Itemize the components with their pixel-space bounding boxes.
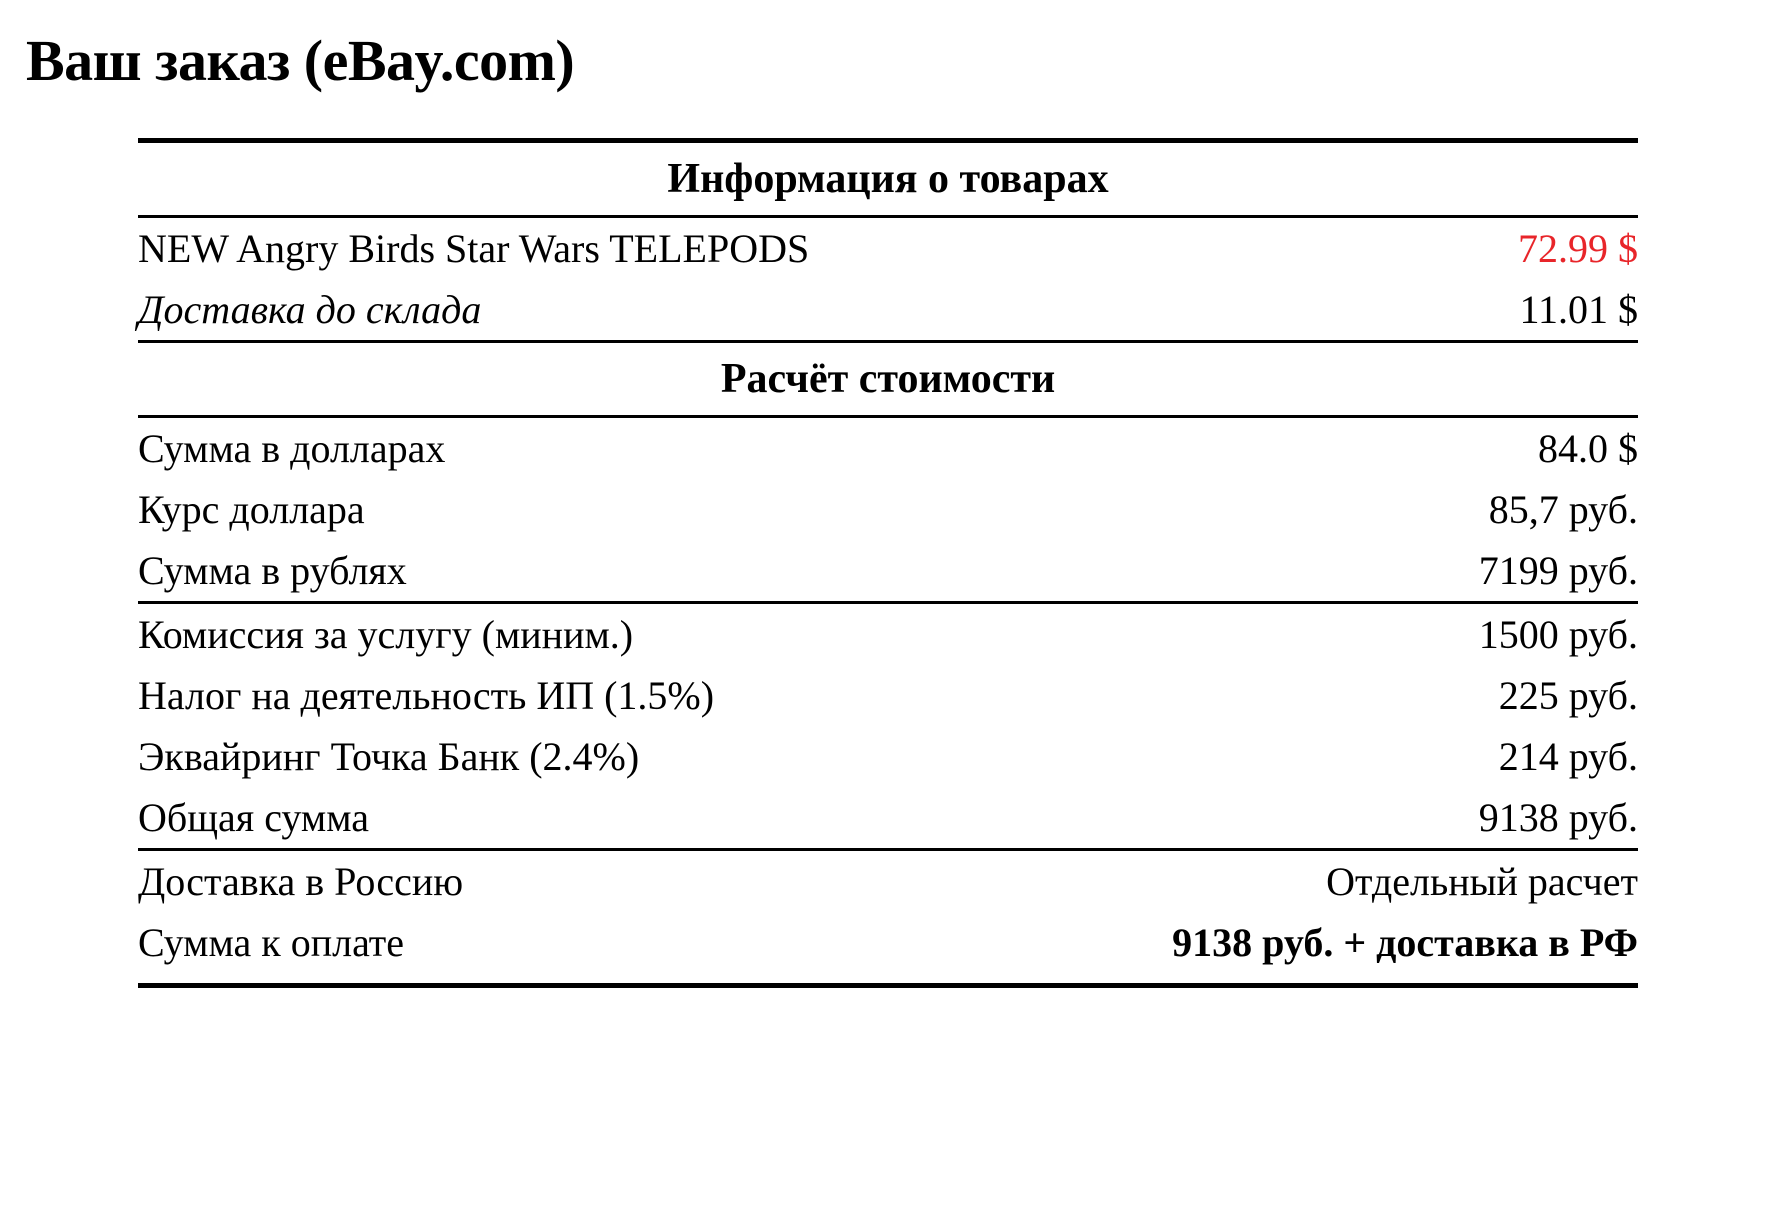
table-row: [138, 279, 1638, 342]
section-header-calc-label: Расчёт стоимости: [138, 342, 1638, 417]
order-summary-page: [0, 28, 1775, 1220]
fee-value: 9138 руб.: [1478, 795, 1638, 840]
section-header-calc: [138, 342, 1638, 417]
section-header-goods-label: Информация о товарах: [138, 141, 1638, 217]
fee-label: Общая сумма: [138, 795, 369, 840]
table-row: [138, 850, 1638, 913]
total-label: Сумма к оплате: [138, 920, 405, 965]
page-title: Ваш заказ (eBay.com): [26, 28, 575, 93]
table-row: [138, 912, 1638, 973]
order-summary-table: [138, 138, 1638, 988]
calc-value: 85,7 руб.: [1488, 487, 1638, 532]
total-label: Доставка в Россию: [138, 850, 1023, 913]
fee-label: Эквайринг Точка Банк (2.4%): [138, 734, 640, 779]
calc-value: 7199 руб.: [1478, 548, 1638, 593]
table-row: [138, 603, 1638, 666]
table-row: [138, 665, 1638, 726]
calc-value: 84.0 $: [1023, 417, 1638, 480]
fee-value: 1500 руб.: [1023, 603, 1638, 666]
calc-label: Сумма в рублях: [138, 548, 407, 593]
fee-value: 225 руб.: [1498, 673, 1638, 718]
calc-label: Сумма в долларах: [138, 417, 1023, 480]
item-price: 72.99 $: [1023, 217, 1638, 280]
table-row: [138, 217, 1638, 280]
section-header-goods: [138, 141, 1638, 217]
table-row: [138, 540, 1638, 603]
table-row: [138, 417, 1638, 480]
fee-value: 214 руб.: [1498, 734, 1638, 779]
total-value: 9138 руб. + доставка в РФ: [1172, 920, 1638, 965]
table-row: [138, 787, 1638, 850]
fee-label: Комиссия за услугу (миним.): [138, 603, 1023, 666]
table-row: [138, 726, 1638, 787]
item-price: 11.01 $: [1519, 287, 1638, 332]
table-row: [138, 479, 1638, 540]
fee-label: Налог на деятельность ИП (1.5%): [138, 673, 715, 718]
table-bottom-rule: [138, 973, 1638, 986]
item-label: Доставка до склада: [138, 287, 482, 332]
calc-label: Курс доллара: [138, 487, 365, 532]
item-label: NEW Angry Birds Star Wars TELEPODS: [138, 217, 1023, 280]
total-value: Отдельный расчет: [1023, 850, 1638, 913]
